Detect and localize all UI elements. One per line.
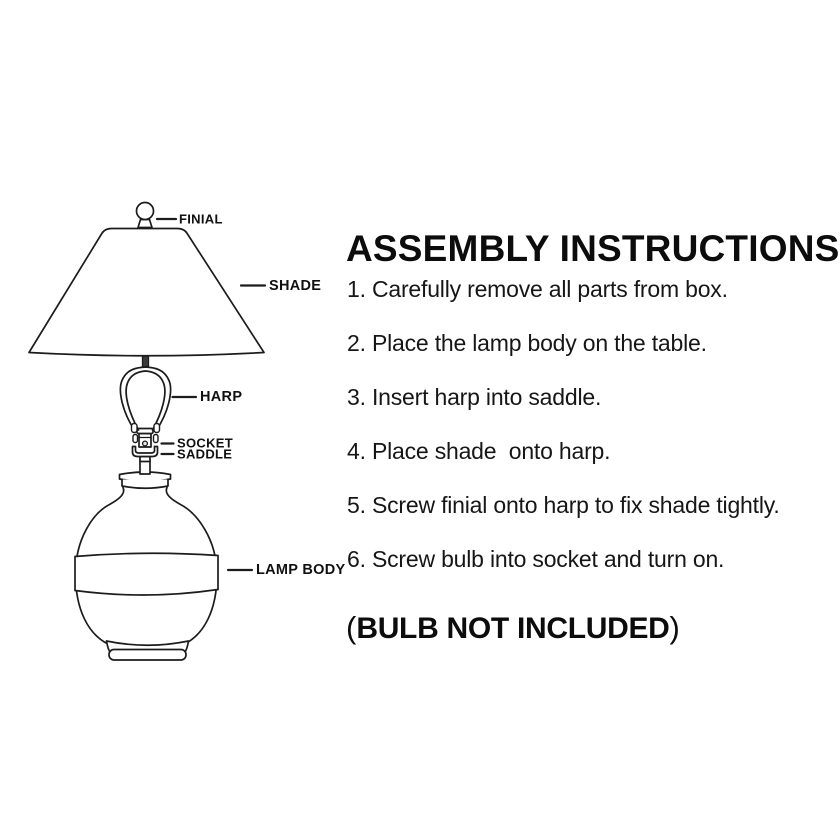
lamp-body-shape — [75, 472, 218, 660]
shade-label: SHADE — [269, 277, 322, 294]
instruction-step-2: 2. Place the lamp body on the table. — [347, 330, 707, 356]
harp-label: HARP — [200, 388, 243, 405]
saddle-label: SADDLE — [177, 446, 233, 462]
socket-label: SOCKET — [177, 435, 233, 451]
instruction-step-3: 3. Insert harp into saddle. — [347, 384, 602, 410]
finial-label: FINIAL — [179, 211, 223, 227]
bulb-note-text: BULB NOT INCLUDED — [356, 612, 670, 645]
instruction-step-4: 4. Place shade onto harp. — [347, 438, 611, 464]
bulb-note-close-paren: ) — [669, 610, 680, 645]
bulb-note-open-paren: ( — [346, 610, 357, 645]
bulb-note — [346, 609, 680, 648]
saddle-shape — [133, 447, 158, 475]
instruction-step-5: 5. Screw finial onto harp to fix shade tightly. — [347, 492, 780, 518]
page-title: ASSEMBLY INSTRUCTIONS — [346, 227, 840, 269]
shade-shape — [29, 229, 264, 356]
finial-shape — [137, 203, 154, 228]
lamp-body-label: LAMP BODY — [256, 561, 346, 578]
instruction-step-6: 6. Screw bulb into socket and turn on. — [347, 546, 725, 572]
instruction-step-1: 1. Carefully remove all parts from box. — [347, 276, 728, 302]
socket-shape — [137, 429, 153, 448]
